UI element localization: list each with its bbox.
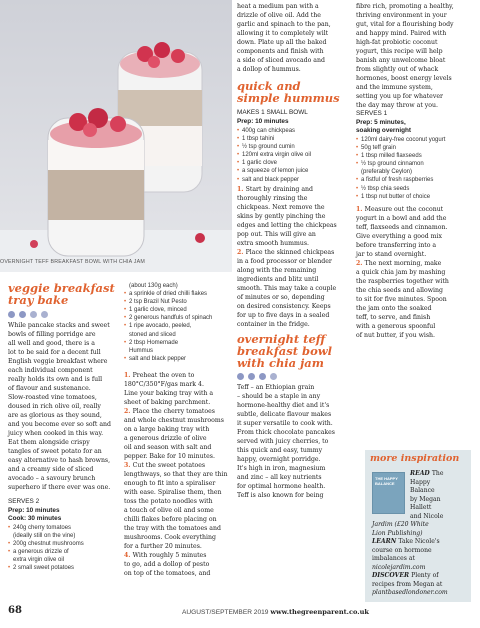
text-line: 2. The next morning, make — [356, 260, 442, 267]
book-cover-title: THE HAPPY BALANCE — [375, 476, 398, 486]
text-line: happy, overnight porridge. — [237, 456, 321, 463]
box-line: READ The — [410, 470, 444, 477]
teff-title-line: breakfast bowl — [237, 344, 333, 358]
text-line: and zinc – all key nutrients — [237, 474, 322, 481]
text-line: and you become ever so soft and — [8, 421, 111, 428]
text-line: yogurt, this recipe will help — [356, 48, 443, 55]
text-line: doused in rich olive oil, really — [8, 403, 101, 410]
ingredient-item: • 1 tbsp milled flaxseeds — [356, 152, 474, 160]
text-line: along with the remaining — [237, 267, 317, 274]
veggie-title-line: veggie breakfast — [8, 281, 115, 295]
text-line: on top of the tomatoes, and — [124, 570, 211, 577]
veggie-ingredients-a — [8, 524, 120, 573]
text-line: juicy when cooked in this way. — [8, 430, 104, 437]
text-line: 2. Place the skinned chickpeas — [237, 249, 335, 256]
rating-dot — [30, 311, 37, 318]
ingredient-item: • ½ tsp ground cinnamon — [356, 160, 474, 168]
text-line: Teff – an Ethiopian grain — [237, 384, 315, 391]
text-line: to go, add a dollop of pesto — [124, 561, 210, 568]
text-line: lengthways, so that they are thin — [124, 471, 228, 478]
text-line: of flavour and sustenance. — [8, 385, 91, 392]
ingredient-item: • a sprinkle of dried chilli flakes — [124, 290, 234, 298]
text-line: for up to five days in a sealed — [237, 312, 330, 319]
box-line: by Megan — [410, 495, 441, 503]
veggie-intro — [8, 321, 122, 492]
veggie-title-line: tray bake — [8, 293, 69, 307]
text-line: to sit for five minutes. Spoon — [356, 296, 447, 303]
box-line: course on hormone — [372, 546, 432, 554]
ingredient-item: (preferably Ceylon) — [361, 169, 413, 176]
box-line: plantbasedlondoner.com — [372, 589, 448, 596]
text-line: yogurt in a bowl and add the — [356, 215, 447, 222]
text-line: drizzle of olive oil. Add the — [237, 12, 321, 19]
text-line: garlic and spinach to the pan, — [237, 21, 331, 28]
rating-dot — [259, 373, 266, 380]
text-line: hormone-healthy diet and it's — [237, 402, 330, 409]
ingredient-item: • 120ml dairy-free coconut yogurt — [356, 136, 474, 144]
text-line: gut, vital for a flourishing body — [356, 21, 454, 28]
text-line: English veggie breakfast where — [8, 358, 108, 365]
teff-serves: SERVES 1 — [356, 110, 388, 117]
text-line: fibre rich, promoting a healthy, — [356, 3, 454, 10]
text-line: and happy mind. Paired with — [356, 30, 447, 37]
text-line: and the immune system, — [356, 84, 433, 91]
hummus-ingredients — [237, 127, 349, 184]
footer-url: www.thegreenparent.co.uk — [270, 608, 369, 616]
text-line: the raspberries together with — [356, 278, 449, 285]
text-line: teff, to serve, and finish — [356, 314, 431, 321]
text-line: easy alternative to hash browns, — [8, 457, 111, 464]
teff-title — [237, 333, 332, 369]
teff-serves-block — [356, 110, 411, 136]
ingredient-item: • 2 tbsp Homemade — [124, 339, 234, 347]
text-line: a dollop of hummus. — [237, 66, 301, 73]
veggie-method — [124, 371, 236, 578]
box-line: recipes from Megan at — [372, 580, 443, 588]
text-line: toss the potato noodles with — [124, 498, 213, 505]
text-line: allowing it to completely wilt — [237, 30, 329, 37]
text-line: pop out. This will give an — [237, 231, 316, 238]
text-line: the tray with the tomatoes and — [124, 525, 221, 532]
text-line: components and finish with — [237, 48, 324, 55]
text-line: superhero if there ever was one. — [8, 484, 111, 491]
ingredient-item: • 1 tbsp tahini — [237, 135, 349, 143]
text-line: avocado – a savoury brunch — [8, 475, 96, 482]
teff-ingredients — [356, 136, 474, 201]
text-line: the day may throw at you. — [356, 102, 438, 109]
hummus-title-line: simple hummus — [237, 91, 340, 105]
ingredient-item: • 200g chestnut mushrooms — [8, 540, 120, 548]
box-line: LEARN Take Nicole's — [372, 538, 440, 545]
front-jar — [48, 108, 144, 256]
photo-caption: OVERNIGHT TEFF BREAKFAST BOWL WITH CHIA JAM — [0, 259, 145, 265]
text-line: each individual component — [8, 367, 93, 374]
text-line: Teff is also known for being — [237, 492, 324, 499]
ingredient-item: • ½ tbsp chia seeds — [356, 185, 474, 193]
text-line: sheet of baking parchment. — [124, 399, 211, 406]
text-line: jar to stand overnight. — [356, 251, 427, 258]
box-text-right — [410, 470, 470, 521]
text-line: before transferring into a — [356, 242, 437, 249]
ingredient-item: • 50g teff grain — [356, 144, 474, 152]
text-line: thoroughly rinsing the — [237, 195, 308, 202]
text-line: heat a medium pan with a — [237, 3, 319, 10]
box-text-full — [372, 521, 470, 598]
box-line: nicolejardim.com — [372, 563, 426, 571]
text-line: served with juicy cherries, to — [237, 438, 329, 445]
text-line: for a further 20 minutes. — [124, 543, 202, 550]
hummus-title-line: quick and — [237, 79, 301, 93]
veggie-serves: SERVES 2 — [8, 498, 40, 505]
ingredient-item: • 1 tbsp nut butter of choice — [356, 193, 474, 201]
ingredient-item: • 120ml extra virgin olive oil — [237, 151, 349, 159]
text-line: extra smooth hummus. — [237, 240, 310, 247]
ingredient-item: • 2 small sweet potatoes — [8, 564, 120, 572]
text-line: the chia seeds and allowing — [356, 287, 443, 294]
text-line: skins by gently pinching the — [237, 213, 326, 220]
ingredient-item: • 1 garlic clove, minced — [124, 306, 234, 314]
text-line: this quick and easy, tummy — [237, 447, 323, 454]
hummus-makes-block — [237, 109, 308, 126]
box-line: Jardim (£20 White — [372, 521, 429, 528]
box-line: imbalances at — [372, 555, 415, 562]
rating-dot — [41, 311, 48, 318]
ingredient-item: • 400g can chickpeas — [237, 127, 349, 135]
teff-intro — [237, 383, 351, 500]
ingredient-item: • a squeeze of lemon juice — [237, 167, 349, 175]
text-line: 180°C/350°F/gas mark 4. — [124, 381, 204, 388]
text-line: From thick chocolate pancakes — [237, 429, 335, 436]
ingredient-item: • a fistful of fresh raspberries — [356, 176, 474, 184]
teff-title-line: overnight teff — [237, 332, 326, 346]
hummus-prep: Prep: 10 minutes — [237, 117, 289, 125]
text-line: It's high in iron, magnesium — [237, 465, 326, 472]
text-line: and whole chestnut mushrooms — [124, 417, 224, 424]
text-line: it super versatile to cook with. — [237, 420, 333, 427]
page-number: 68 — [8, 605, 22, 616]
veggie-prep: Prep: 10 minutes — [8, 506, 60, 514]
text-line: with ease. Spiralise them, then — [124, 489, 222, 496]
box-line: Hallett — [410, 504, 432, 511]
text-line: really holds its own and is full — [8, 376, 103, 383]
text-line: – should be a staple in any — [237, 393, 321, 400]
ingredient-item: (ideally still on the vine) — [13, 533, 76, 540]
text-line: ingredients and blitz until — [237, 276, 319, 283]
teff-method — [356, 205, 474, 340]
text-line: on desired consistency. Keeps — [237, 303, 331, 310]
text-line: 1. Measure out the coconut — [356, 206, 444, 213]
text-line: 4. With roughly 5 minutes — [124, 552, 207, 559]
rating-dot — [270, 373, 277, 380]
text-line: While pancake stacks and sweet — [8, 322, 110, 329]
text-line: edges and letting the chickpeas — [237, 222, 337, 229]
box-line: Lion Publishing) — [372, 529, 423, 537]
text-line: high-fat probiotic coconut — [356, 39, 438, 46]
text-line: Eat them alongside crispy — [8, 439, 90, 446]
text-line: a side of sliced avocado and — [237, 57, 325, 64]
teff-prep: Prep: 5 minutes, — [356, 118, 406, 126]
ingredient-item: • salt and black pepper — [124, 355, 234, 363]
text-line: 1. Start by draining and — [237, 186, 313, 193]
text-line: oil and season with salt and — [124, 444, 212, 451]
text-line: 3. Cut the sweet potatoes — [124, 462, 206, 469]
rating-dot — [237, 373, 244, 380]
photo-illustration — [0, 0, 232, 272]
text-line: tangles of sweet potato for an — [8, 448, 102, 455]
text-line: with a generous spoonful — [356, 323, 436, 330]
more-inspiration-title: more inspiration — [370, 453, 460, 464]
text-line: thriving environment in your — [356, 12, 447, 19]
text-line: Line your baking tray with a — [124, 390, 214, 397]
box-line: DISCOVER Plenty of — [372, 572, 439, 579]
ingredient-item: • a generous drizzle of — [8, 548, 120, 556]
text-line: 1. Preheat the oven to — [124, 372, 195, 379]
text-line: smooth. This may take a couple — [237, 285, 337, 292]
veggie-title — [8, 282, 115, 306]
veggie-serves-block — [8, 498, 61, 524]
hummus-title — [237, 80, 340, 104]
text-line: down. Plate up all the baked — [237, 39, 327, 46]
box-line: Balance — [410, 487, 435, 494]
text-line: 2. Place the cherry tomatoes — [124, 408, 215, 415]
text-line: Slow-roasted vine tomatoes, — [8, 394, 97, 401]
text-line: teff, flaxseeds and cinnamon. — [356, 224, 448, 231]
text-line: enough to fit into a spiraliser — [124, 480, 216, 487]
ingredient-item: • salt and black pepper — [237, 176, 349, 184]
veggie-cook: Cook: 30 minutes — [8, 515, 62, 522]
text-line: chickpeas. Next remove the — [237, 204, 325, 211]
ingredient-item: • ½ tsp ground cumin — [237, 143, 349, 151]
text-line: from slightly out of whack — [356, 66, 439, 73]
teff-intro-continued — [356, 2, 474, 110]
ingredient-item: (about 130g each) — [129, 283, 178, 289]
hummus-makes: MAKES 1 SMALL BOWL — [237, 109, 308, 116]
text-line: of nut butter, if you wish. — [356, 332, 436, 339]
teff-soak: soaking overnight — [356, 127, 412, 134]
text-line: a quick chia jam by mashing — [356, 269, 446, 276]
text-line: pepper. Bake for 10 minutes. — [124, 453, 215, 460]
text-line: mushrooms. Cook everything — [124, 534, 216, 541]
rating-dots — [8, 311, 48, 318]
veggie-method-continued — [237, 2, 351, 74]
text-line: a generous drizzle of olive — [124, 435, 207, 442]
ingredient-item: • 2 tsp Brazil Nut Pesto — [124, 298, 234, 306]
text-line: all well and good, there is a — [8, 340, 95, 347]
text-line: banish any unwelcome bloat — [356, 57, 446, 64]
box-line: and Nicole — [410, 512, 444, 520]
ingredient-item: • 1 ripe avocado, peeled, — [124, 322, 234, 330]
rating-dot — [8, 311, 15, 318]
ingredient-item: extra virgin olive oil — [13, 557, 65, 564]
book-cover-image — [372, 472, 405, 514]
text-line: a touch of olive oil and some — [124, 507, 214, 514]
ingredient-item: stoned and sliced — [129, 331, 176, 338]
text-line: the jam onto the soaked — [356, 305, 432, 312]
hummus-method — [237, 185, 351, 329]
text-line: subtle, delicate flavour makes — [237, 411, 332, 418]
chia-jam-jars-photo — [0, 0, 232, 272]
footer-issue: AUGUST/SEPTEMBER 2019 — [182, 609, 269, 616]
ingredient-item: Hummus — [129, 347, 154, 354]
text-line: chilli flakes before placing on — [124, 516, 217, 523]
text-line: in a food processor or blender — [237, 258, 332, 265]
teff-rating-dots — [237, 373, 277, 380]
rating-dot — [248, 373, 255, 380]
text-line: bowls of filling porridge are — [8, 331, 96, 338]
footer — [182, 608, 369, 616]
text-line: Give everything a good mix — [356, 233, 443, 240]
text-line: hormones, boost energy levels — [356, 75, 452, 82]
veggie-ingredients-b — [124, 282, 234, 363]
ingredient-item: • 2 generous handfuls of spinach — [124, 314, 234, 322]
text-line: and a creamy side of sliced — [8, 466, 94, 473]
ingredient-item: • 1 garlic clove — [237, 159, 349, 167]
box-line: Happy — [410, 478, 431, 486]
ingredient-item: • 240g cherry tomatoes — [8, 524, 120, 532]
rating-dot — [19, 311, 26, 318]
teff-title-line: with chia jam — [237, 356, 324, 370]
text-line: setting you up for whatever — [356, 93, 443, 100]
text-line: of minutes or so, depending — [237, 294, 325, 301]
text-line: for optimal hormone health. — [237, 483, 326, 490]
text-line: container in the fridge. — [237, 321, 310, 328]
text-line: are as glorious as they sound, — [8, 412, 102, 419]
text-line: lot to be said for a decent full — [8, 349, 101, 356]
text-line: on a large baking tray with — [124, 426, 210, 433]
